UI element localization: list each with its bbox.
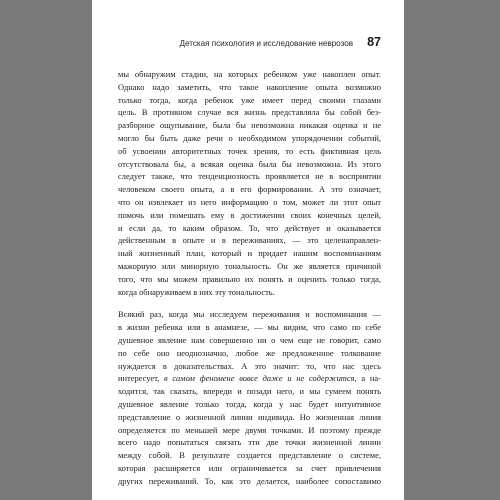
- text-line: которая расширяется или ограничивается за счет привлечения: [118, 462, 381, 473]
- text-line: в жизни ребенка или в анамнезе, — мы видим, что само по себе: [118, 322, 381, 333]
- text-line: нуждается в доказательствах. А это значит: то, что нас здесь: [118, 360, 381, 371]
- text-line: мажорную или минорную тональность. Он же является причиной: [118, 260, 381, 271]
- paragraph-1: [118, 68, 381, 298]
- text-line: цель. В противном случае вся жизнь представляла бы собой без-: [118, 107, 381, 118]
- text-line: человеком своего опыта, а в его формировании. А это означает,: [118, 184, 381, 195]
- text-line: разборное ощупывание, была бы невозможна никакая оценка и не: [118, 120, 381, 131]
- paragraph-2: [118, 308, 381, 487]
- text-line: Однако надо заметить, что такое накопление опыта возможно: [118, 81, 381, 92]
- text-line: душевное явление нам совершенно ни о чем еще не говорит, само: [118, 334, 381, 345]
- text-line: между собой. В результате создается представление о системе,: [118, 450, 381, 461]
- text-line: того, что мы можем правильно их понять и оценить только тогда,: [118, 273, 381, 284]
- text-fragment: , а на-: [354, 373, 381, 384]
- paragraph-gap: [118, 298, 381, 308]
- text-line: действенным в опыте и в переживаниях, — это целенаправлен-: [118, 235, 381, 246]
- text-line: следует также, что тенденциозность проявляется не в восприятии: [118, 171, 381, 182]
- book-page: [92, 0, 404, 500]
- text-line: когда обнаруживаем в них эту тональность.: [118, 286, 275, 297]
- page-body: [118, 68, 381, 488]
- text-line: только тогда, когда ребенок уже имеет перед своими глазами: [118, 94, 381, 105]
- running-head: Детская психология и исследование неврозов: [179, 39, 353, 48]
- italic-emphasis: в самом феномене вовсе даже и не содержится: [164, 373, 355, 384]
- text-line: могло бы быть даже речи о необходимом упорядочении событий,: [118, 132, 381, 143]
- text-line: по себе оно неоднозначно, любое же предложенное толкование: [118, 347, 381, 358]
- text-line: что он извлекает из него информацию о том, может ли этот опыт: [118, 196, 381, 207]
- text-line: и если да, то каким образом. То, что действует и оказывается: [118, 222, 381, 233]
- text-line-with-italic: [118, 372, 381, 385]
- text-line: ходится, так сказать, впереди и позади него, и мы сумеем понять: [118, 386, 381, 397]
- text-line: всего надо попытаться связать эти две точки жизненной линии: [118, 437, 381, 448]
- text-line: других переживаний. То, как это делается, наиболее сопоставимо: [118, 475, 381, 486]
- text-line: определяется по меньшей мере двумя точками. И поэтому прежде: [118, 424, 381, 435]
- text-line: мы обнаружим стадии, на которых ребенком уже накоплен опыт.: [118, 69, 381, 79]
- page-number: 87: [367, 35, 381, 49]
- text-line: об усвоении авторитетных точек зрения, то есть фиктивная цель: [118, 145, 381, 156]
- text-line: помочь или помешать ему в достижении своих конечных целей,: [118, 209, 381, 220]
- text-line: душевное явление только тогда, когда у нас будет интуитивное: [118, 398, 381, 409]
- text-line: ный жизненный план, который и придает нашим воспоминаниям: [118, 248, 381, 259]
- text-line: Всякий раз, когда мы исследуем переживания и воспоминания —: [118, 309, 381, 320]
- text-fragment: интересует,: [118, 373, 165, 384]
- page-header: [92, 32, 381, 48]
- text-line: представление о жизненной линии индивида. Но жизненная линия: [118, 411, 381, 422]
- text-line: отсутствовала бы, а всякая оценка была бы невозможна. Из этого: [118, 158, 381, 169]
